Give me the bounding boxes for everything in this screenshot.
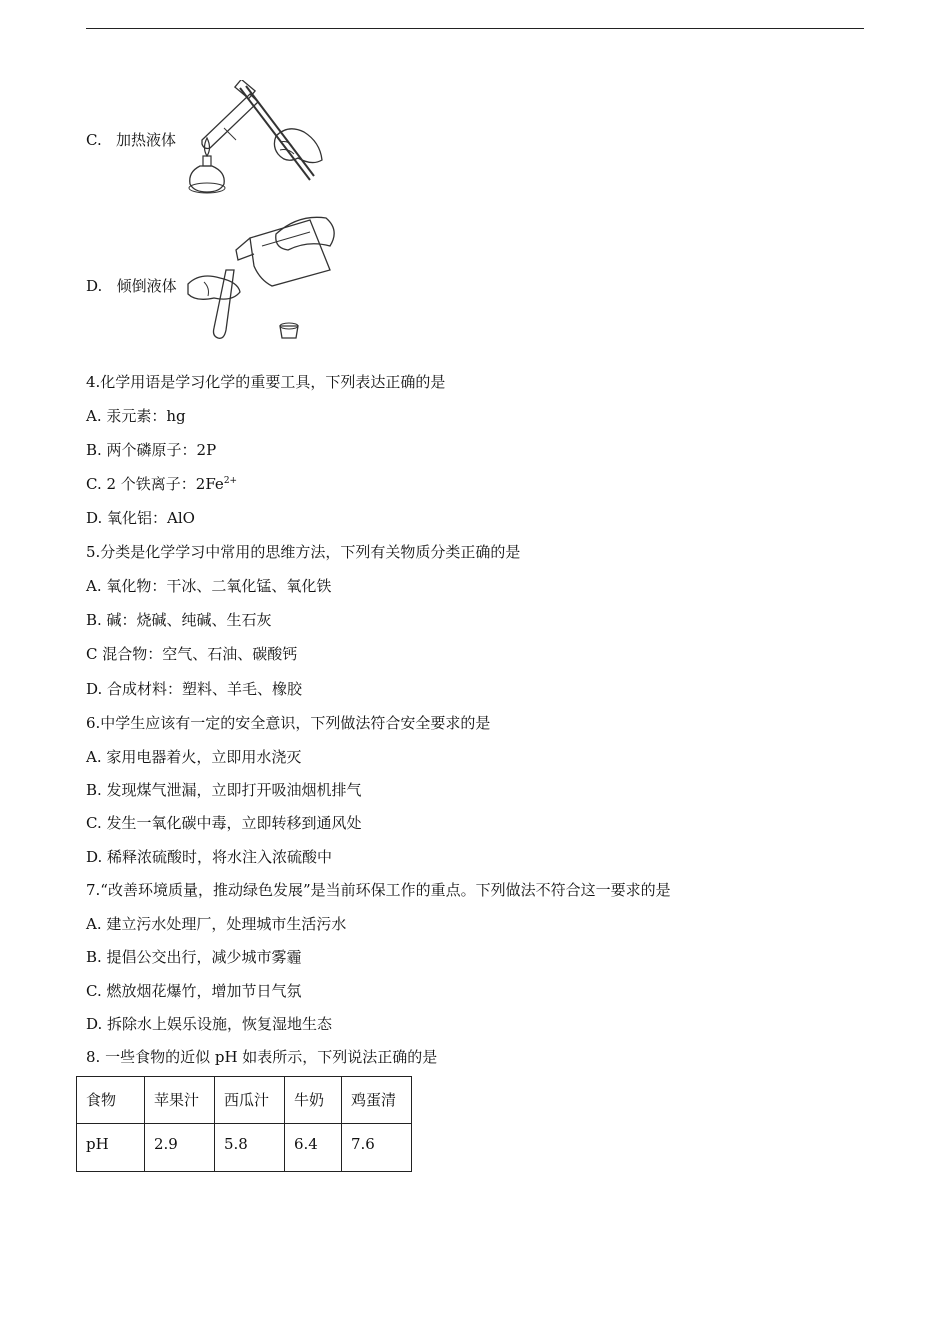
q5-option-a[interactable]: A. 氧化物：干冰、二氧化锰、氧化铁 <box>86 577 332 595</box>
header-rule <box>86 28 864 29</box>
q5-option-c[interactable]: C 混合物：空气、石油、碳酸钙 <box>86 645 298 663</box>
q6-option-b[interactable]: B. 发现煤气泄漏，立即打开吸油烟机排气 <box>86 781 362 799</box>
q4-option-d[interactable]: D. 氧化铝：AlO <box>86 509 195 527</box>
q7-option-d[interactable]: D. 拆除水上娱乐设施，恢复湿地生态 <box>86 1015 333 1033</box>
option-prefix: D. <box>86 277 103 295</box>
ph-table <box>76 1076 412 1172</box>
option-text: 加热液体 <box>116 131 177 149</box>
table-cell: 西瓜汁 <box>215 1077 285 1124</box>
q4-option-c[interactable] <box>86 474 237 494</box>
question-7-stem: 7.“改善环境质量，推动绿色发展”是当前环保工作的重点。下列做法不符合这一要求的是 <box>86 881 671 899</box>
table-cell: 6.4 <box>285 1124 342 1172</box>
table-cell: 鸡蛋清 <box>342 1077 412 1124</box>
q6-option-a[interactable]: A. 家用电器着火，立即用水浇灭 <box>86 748 302 766</box>
charge-superscript: 2+ <box>223 476 238 486</box>
table-row <box>77 1124 412 1172</box>
q4-option-b[interactable]: B. 两个磷原子：2P <box>86 441 217 459</box>
table-cell: 7.6 <box>342 1124 412 1172</box>
option-prefix: C. <box>86 131 102 149</box>
question-4-stem: 4.化学用语是学习化学的重要工具，下列表达正确的是 <box>86 373 446 391</box>
q7-option-a[interactable]: A. 建立污水处理厂，处理城市生活污水 <box>86 915 347 933</box>
table-cell: pH <box>77 1124 145 1172</box>
q7-option-c[interactable]: C. 燃放烟花爆竹，增加节日气氛 <box>86 982 302 1000</box>
table-header-row <box>77 1077 412 1124</box>
q4-option-a[interactable]: A. 汞元素：hg <box>86 407 186 425</box>
q5-option-d[interactable]: D. 合成材料：塑料、羊毛、橡胶 <box>86 680 303 698</box>
q7-option-b[interactable]: B. 提倡公交出行，减少城市雾霾 <box>86 948 302 966</box>
question-6-stem: 6.中学生应该有一定的安全意识，下列做法符合安全要求的是 <box>86 714 491 732</box>
question-8-stem: 8. 一些食物的近似 pH 如表所示，下列说法正确的是 <box>86 1048 438 1066</box>
q4-option-c-text: C. 2 个铁离子：2Fe <box>86 475 224 493</box>
table-cell: 苹果汁 <box>145 1077 215 1124</box>
table-cell: 5.8 <box>215 1124 285 1172</box>
table-cell: 食物 <box>77 1077 145 1124</box>
q5-option-b[interactable]: B. 碱：烧碱、纯碱、生石灰 <box>86 611 272 629</box>
pouring-liquid-figure <box>180 210 340 345</box>
table-cell: 2.9 <box>145 1124 215 1172</box>
heating-liquid-figure <box>180 80 330 205</box>
table-cell: 牛奶 <box>285 1077 342 1124</box>
q6-option-d[interactable]: D. 稀释浓硫酸时，将水注入浓硫酸中 <box>86 848 333 866</box>
option-d-pour-liquid[interactable] <box>86 276 177 296</box>
option-text: 倾倒液体 <box>116 277 177 295</box>
question-5-stem: 5.分类是化学学习中常用的思维方法，下列有关物质分类正确的是 <box>86 543 521 561</box>
q6-option-c[interactable]: C. 发生一氧化碳中毒，立即转移到通风处 <box>86 814 362 832</box>
option-c-heat-liquid[interactable] <box>86 130 176 150</box>
